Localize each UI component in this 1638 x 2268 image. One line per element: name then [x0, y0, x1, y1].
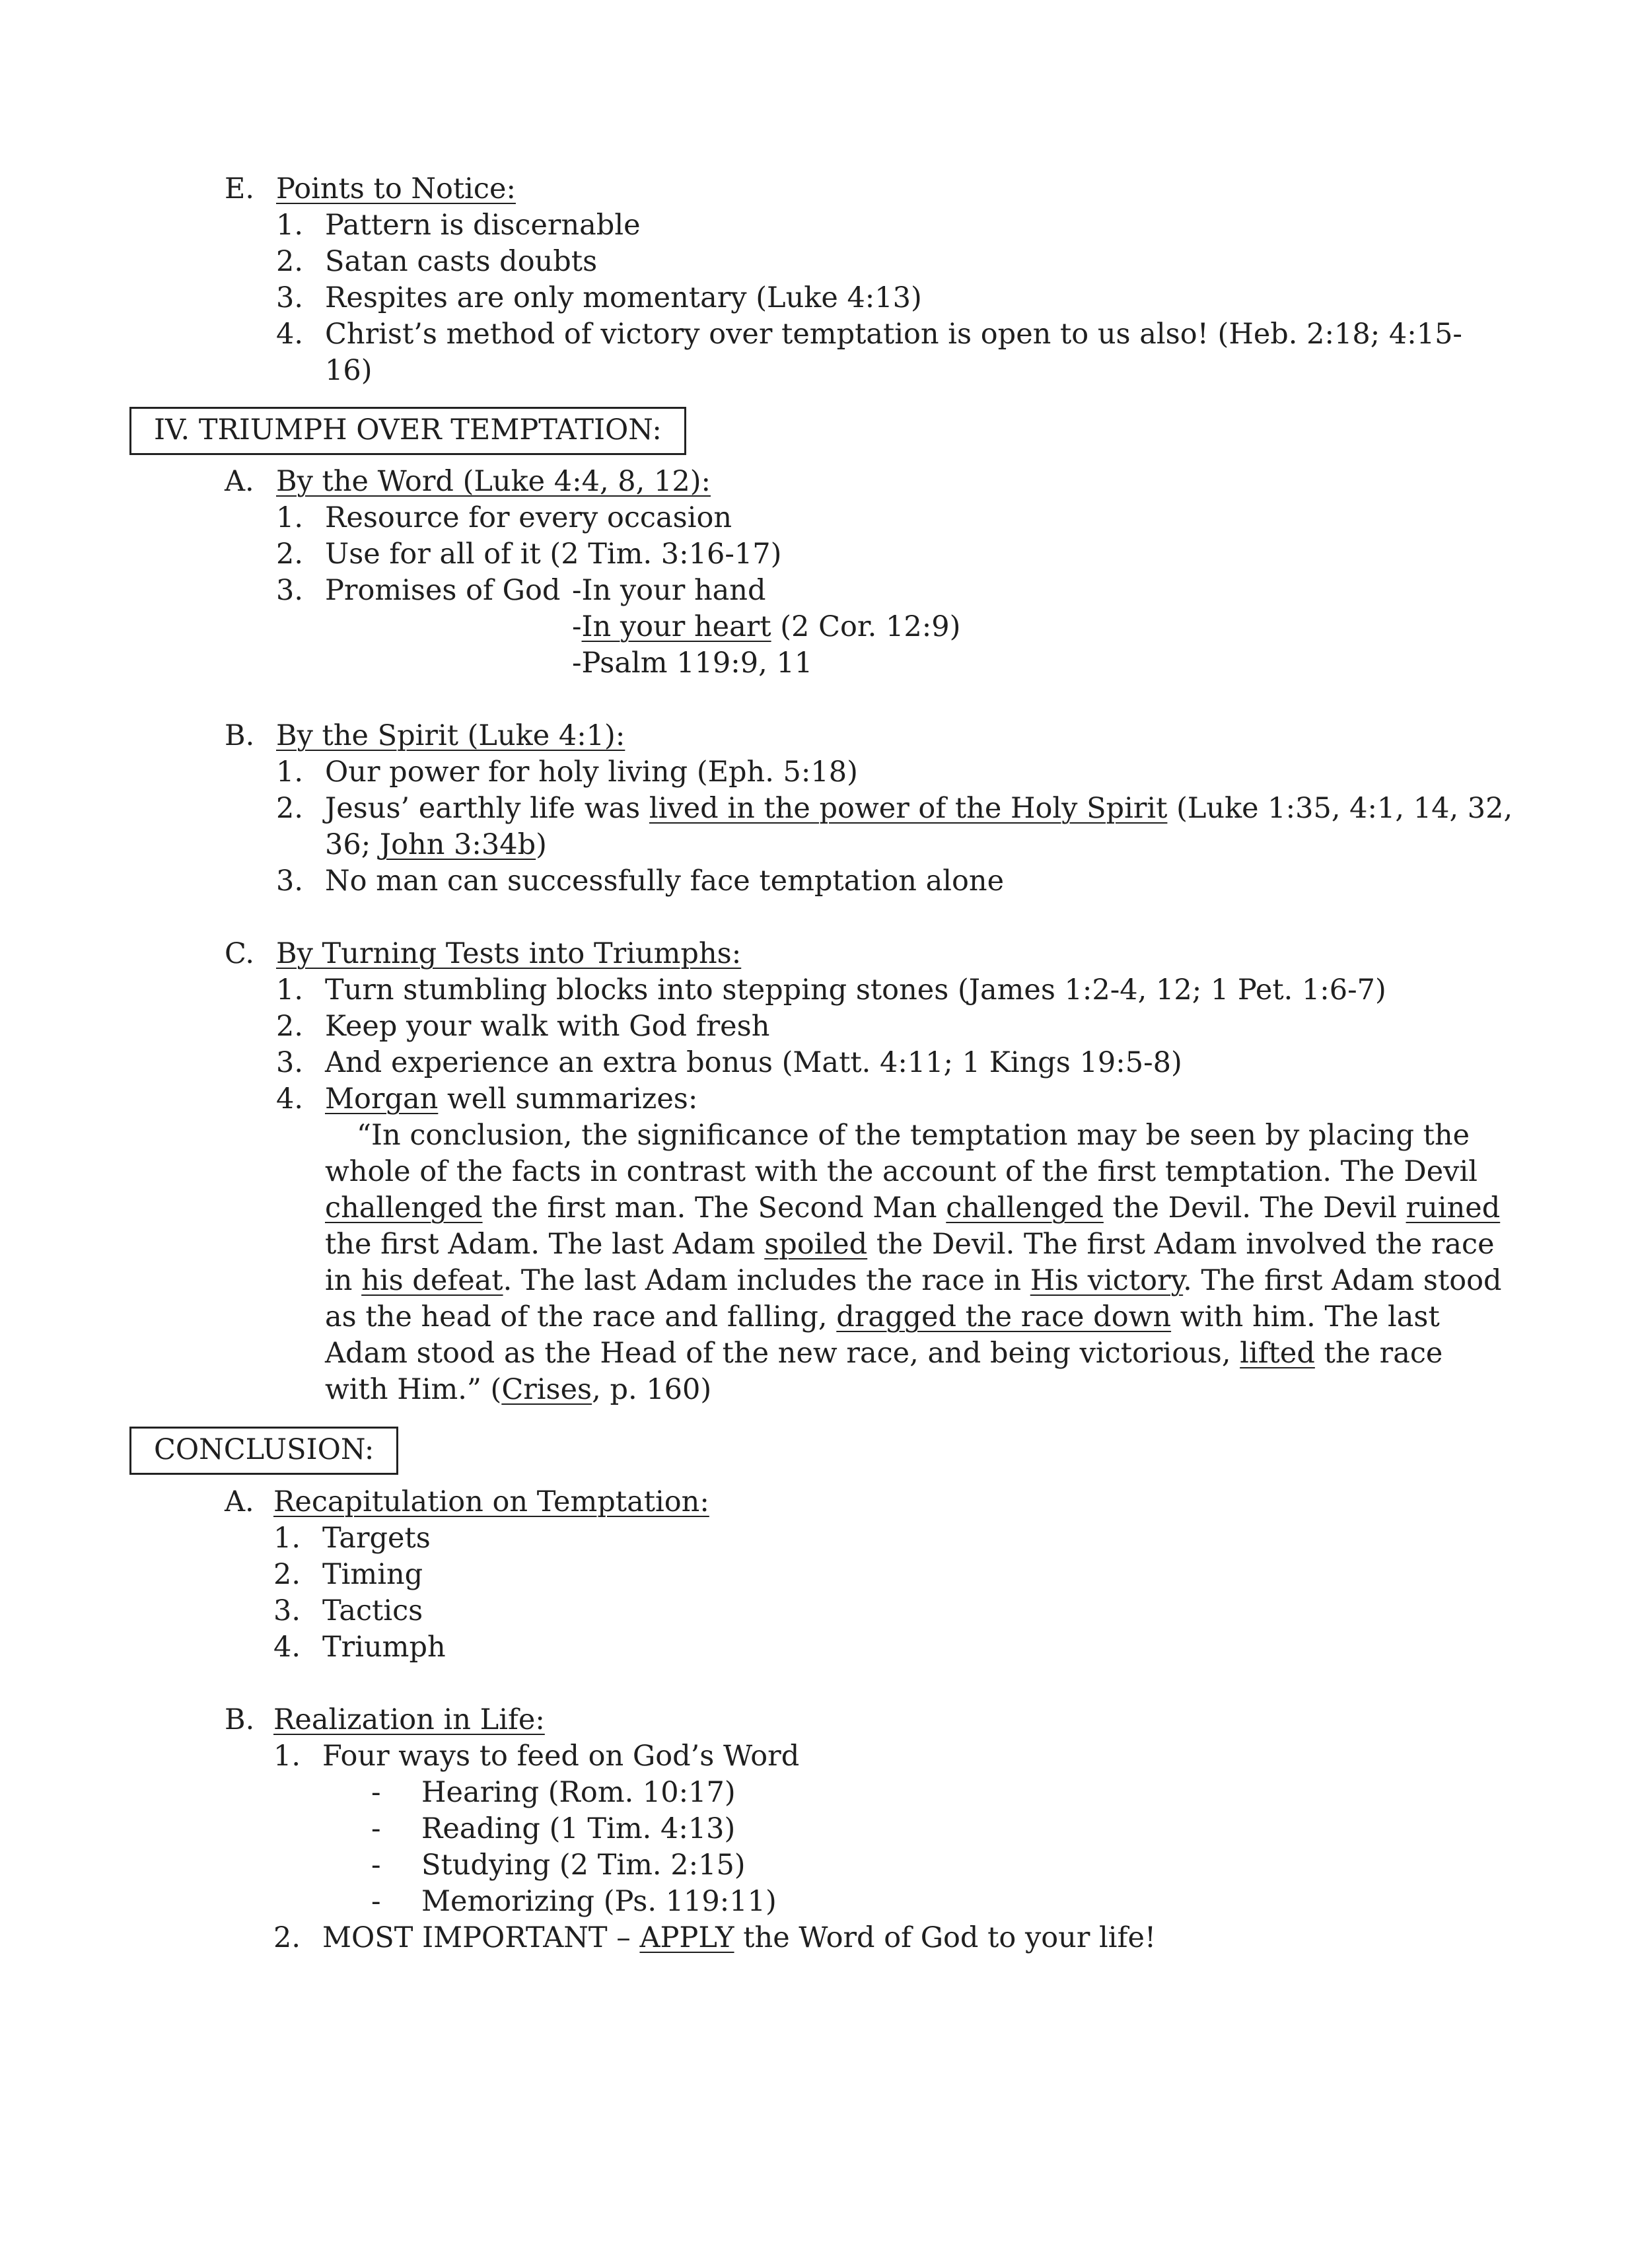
- subsection-a-letter: A.: [225, 1485, 254, 1518]
- list-item-number: 3.: [273, 1594, 301, 1627]
- promise-line: -Psalm 119:9, 11: [572, 647, 813, 680]
- list-item-text: Triumph: [322, 1631, 446, 1664]
- sub-item-text: Reading (1 Tim. 4:13): [421, 1812, 736, 1845]
- list-item-number: 1.: [273, 1740, 301, 1773]
- list-item-number: 1.: [276, 501, 304, 534]
- subsection-c-heading: By Turning Tests into Triumphs:: [276, 937, 742, 970]
- list-item-text: No man can successfully face temptation alone: [325, 865, 1005, 898]
- list-item-text: Timing: [322, 1558, 423, 1591]
- sub-item-dash: -: [371, 1885, 381, 1918]
- quote-line: as the head of the race and falling, dragged the race down with him. The last: [325, 1300, 1440, 1333]
- quote-line: “In conclusion, the significance of the temptation may be seen by placing the: [357, 1119, 1470, 1152]
- quote-line: whole of the facts in contrast with the account of the first temptation. The Devil: [325, 1155, 1478, 1188]
- list-item-number: 2.: [273, 1558, 301, 1591]
- list-item-text: Respites are only momentary (Luke 4:13): [325, 281, 922, 314]
- list-item-text: Resource for every occasion: [325, 501, 732, 534]
- subsection-c-letter: C.: [225, 937, 255, 970]
- list-item-number: 1.: [276, 209, 304, 242]
- list-item-number: 4.: [273, 1631, 301, 1664]
- subsection-a-heading: Recapitulation on Temptation:: [273, 1485, 709, 1518]
- list-item-text: Keep your walk with God fresh: [325, 1010, 770, 1043]
- list-item-number: 3.: [276, 1046, 304, 1079]
- quote-line: in his defeat. The last Adam includes the race in His victory. The first Adam stood: [325, 1264, 1502, 1297]
- list-item-number: 3.: [276, 574, 304, 607]
- list-item-text: Jesus’ earthly life was lived in the power of the Holy Spirit (Luke 1:35, 4:1, 14, 32,: [325, 792, 1513, 825]
- list-item-text: Our power for holy living (Eph. 5:18): [325, 756, 858, 789]
- quote-line: with Him.” (Crises, p. 160): [325, 1373, 712, 1406]
- conclusion-title: CONCLUSION:: [129, 1427, 398, 1475]
- section-e-letter: E.: [225, 172, 255, 205]
- section-e-heading: Points to Notice:: [276, 172, 516, 205]
- list-item-number: 1.: [276, 756, 304, 789]
- list-item-number: 2.: [276, 538, 304, 571]
- list-item-number: 2.: [273, 1921, 301, 1954]
- list-item-number: 4.: [276, 1082, 304, 1116]
- subsection-a-letter: A.: [225, 465, 254, 498]
- sub-item-dash: -: [371, 1849, 381, 1882]
- subsection-a-heading: By the Word (Luke 4:4, 8, 12):: [276, 465, 711, 498]
- quote-line: Adam stood as the Head of the new race, and being victorious, lifted the race: [325, 1337, 1443, 1370]
- list-item-number: 3.: [276, 865, 304, 898]
- sub-item-dash: -: [371, 1812, 381, 1845]
- list-item-continuation: 16): [325, 354, 373, 387]
- list-item-number: 2.: [276, 245, 304, 278]
- sub-item-text: Memorizing (Ps. 119:11): [421, 1885, 777, 1918]
- subsection-b-heading: By the Spirit (Luke 4:1):: [276, 719, 625, 752]
- list-item-text: Tactics: [322, 1594, 423, 1627]
- promise-line: -In your heart (2 Cor. 12:9): [572, 610, 961, 643]
- list-item-continuation: 36; John 3:34b): [325, 828, 547, 861]
- sub-item-text: Hearing (Rom. 10:17): [421, 1776, 736, 1809]
- list-item-text: Targets: [322, 1522, 431, 1555]
- list-item-text: And experience an extra bonus (Matt. 4:11; 1 Kings 19:5-8): [325, 1046, 1182, 1079]
- quote-line: the first Adam. The last Adam spoiled the Devil. The first Adam involved the race: [325, 1228, 1495, 1261]
- list-item-text: Satan casts doubts: [325, 245, 598, 278]
- list-item-number: 1.: [273, 1522, 301, 1555]
- list-item-text: Turn stumbling blocks into stepping stones (James 1:2-4, 12; 1 Pet. 1:6-7): [325, 974, 1386, 1007]
- list-item-number: 2.: [276, 792, 304, 825]
- list-item-number: 4.: [276, 318, 304, 351]
- promise-line: -In your hand: [572, 574, 766, 607]
- list-item-number: 3.: [276, 281, 304, 314]
- list-item-number: 2.: [276, 1010, 304, 1043]
- list-item-number: 1.: [276, 974, 304, 1007]
- list-item-text: Pattern is discernable: [325, 209, 641, 242]
- section-iv-title: IV. TRIUMPH OVER TEMPTATION:: [129, 407, 686, 455]
- quote-line: challenged the first man. The Second Man challenged the Devil. The Devil ruined: [325, 1191, 1501, 1224]
- list-item-text: Christ’s method of victory over temptation is open to us also! (Heb. 2:18; 4:15-: [325, 318, 1462, 351]
- subsection-b-letter: B.: [225, 719, 255, 752]
- list-item-text: Use for all of it (2 Tim. 3:16-17): [325, 538, 782, 571]
- subsection-b-letter: B.: [225, 1703, 255, 1736]
- list-item-text: Promises of God: [325, 574, 561, 607]
- list-item-text: Morgan well summarizes:: [325, 1082, 698, 1116]
- list-item-text: MOST IMPORTANT – APPLY the Word of God to your life!: [322, 1921, 1157, 1954]
- subsection-b-heading: Realization in Life:: [273, 1703, 545, 1736]
- sub-item-text: Studying (2 Tim. 2:15): [421, 1849, 746, 1882]
- list-item-text: Four ways to feed on God’s Word: [322, 1740, 800, 1773]
- sub-item-dash: -: [371, 1776, 381, 1809]
